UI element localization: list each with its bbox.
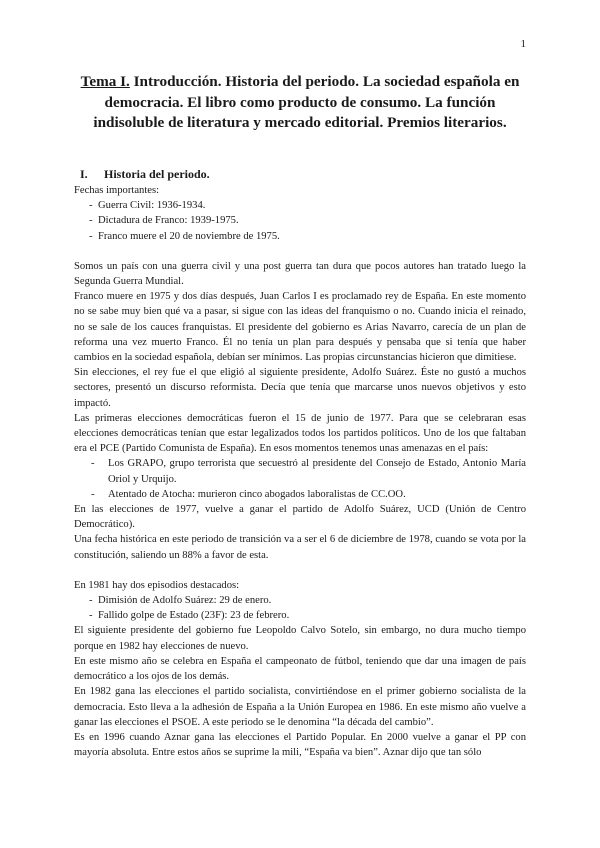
episodes-list	[74, 593, 526, 623]
paragraph: En 1982 gana las elecciones el partido socialista, convirtiéndose en el primer gobierno socialista de la democracia. Esto lleva a la adhesión de España a la Unión Europea en 1986. En este mismo año vuelve a ganar las elecciones el PSOE. A este periodo se le denomina “la década del cambio”.	[74, 686, 526, 728]
section-title: Historia del periodo.	[104, 167, 210, 181]
list-item: - Guerra Civil: 1936-1934.	[74, 198, 526, 213]
list-item: - Atentado de Atocha: murieron cinco abogados laboralistas de CC.OO.	[74, 487, 526, 502]
paragraph: En las elecciones de 1977, vuelve a ganar el partido de Adolfo Suárez, UCD (Unión de Centro Democrático).	[74, 504, 526, 531]
section-heading	[74, 166, 526, 183]
document-title	[74, 72, 526, 134]
paragraph: Somos un país con una guerra civil y una post guerra tan dura que pocos autores han tratado luego la Segunda Guerra Mundial.	[74, 260, 526, 288]
section-number: I.	[80, 167, 88, 181]
list-item: - Dictadura de Franco: 1939-1975.	[74, 213, 526, 228]
list-item: - Fallido golpe de Estado (23F): 23 de febrero.	[74, 608, 526, 623]
paragraph: En este mismo año se celebra en España el campeonato de fútbol, teniendo que dar una imagen de país democrático a los ojos de los demás.	[74, 655, 526, 683]
dates-list	[74, 198, 526, 244]
list-item: - Franco muere el 20 de noviembre de 1975.	[74, 229, 526, 244]
paragraph: Las primeras elecciones democráticas fueron el 15 de junio de 1977. Para que se celebraran esas elecciones democráticas tenían que estar legalizados todos los partidos políticos. Uno de los que faltaban era el PCE (Partido Comunista de España). En esos momentos tenemos unas amenazas en el país:	[74, 412, 526, 455]
title-prefix: Tema I.	[80, 73, 130, 90]
spacer	[74, 563, 526, 578]
paragraph: Es en 1996 cuando Aznar gana las elecciones el Partido Popular. En 2000 vuelve a ganar el PP con mayoría absoluta. Entre estos años se suprime la mili, “España va bien”. Aznar dijo que tan sólo	[74, 731, 526, 759]
threats-list	[74, 456, 526, 502]
dates-label: Fechas importantes:	[74, 185, 160, 196]
list-item: - Los GRAPO, grupo terrorista que secuestró al presidente del Consejo de Estado, Antonio María Oriol y Urquijo.	[74, 456, 526, 486]
document-body	[74, 166, 526, 760]
list-item: - Dimisión de Adolfo Suárez: 29 de enero.	[74, 593, 526, 608]
paragraph: Una fecha histórica en este periodo de transición va a ser el 6 de diciembre de 1978, cuando se vota por la constitución, saliendo un 88% a favor de esta.	[74, 534, 526, 561]
title-text: Introducción. Historia del periodo. La sociedad española en democracia. El libro como producto de consumo. La función indisoluble de literatura y mercado editorial. Premios literarios.	[93, 73, 520, 131]
paragraph: Franco muere en 1975 y dos días después, Juan Carlos I es proclamado rey de España. En este momento no se sabe muy bien qué va a pasar, si sigue con las ideas del franquismo o no. Cuando inicia el reinado, no se sale de los cauces franquistas. El presidente del gobierno es Arias Navarro, carecía de un plan de reforma una vez muerto Franco. Él no tenía un plan para después y pensaba que si tenía que haber cambios en la sociedad española, debían ser mínimos. Las propias circunstancias hicieron que dimitiese.	[74, 291, 526, 364]
spacer	[74, 244, 526, 259]
episodes-label: En 1981 hay dos episodios destacados:	[74, 579, 240, 591]
paragraph: El siguiente presidente del gobierno fue Leopoldo Calvo Sotelo, sin embargo, no dura mucho tiempo porque en 1982 hay elecciones de nuevo.	[74, 625, 526, 652]
paragraph: Sin elecciones, el rey fue el que eligió al siguiente presidente, Adolfo Suárez. Éste no gustó a muchos sectores, presentó un discurso reformista. Decía que tenía que marcarse unos nuevos objetivos y esto impactó.	[74, 367, 526, 409]
page-number: 1	[520, 38, 526, 50]
